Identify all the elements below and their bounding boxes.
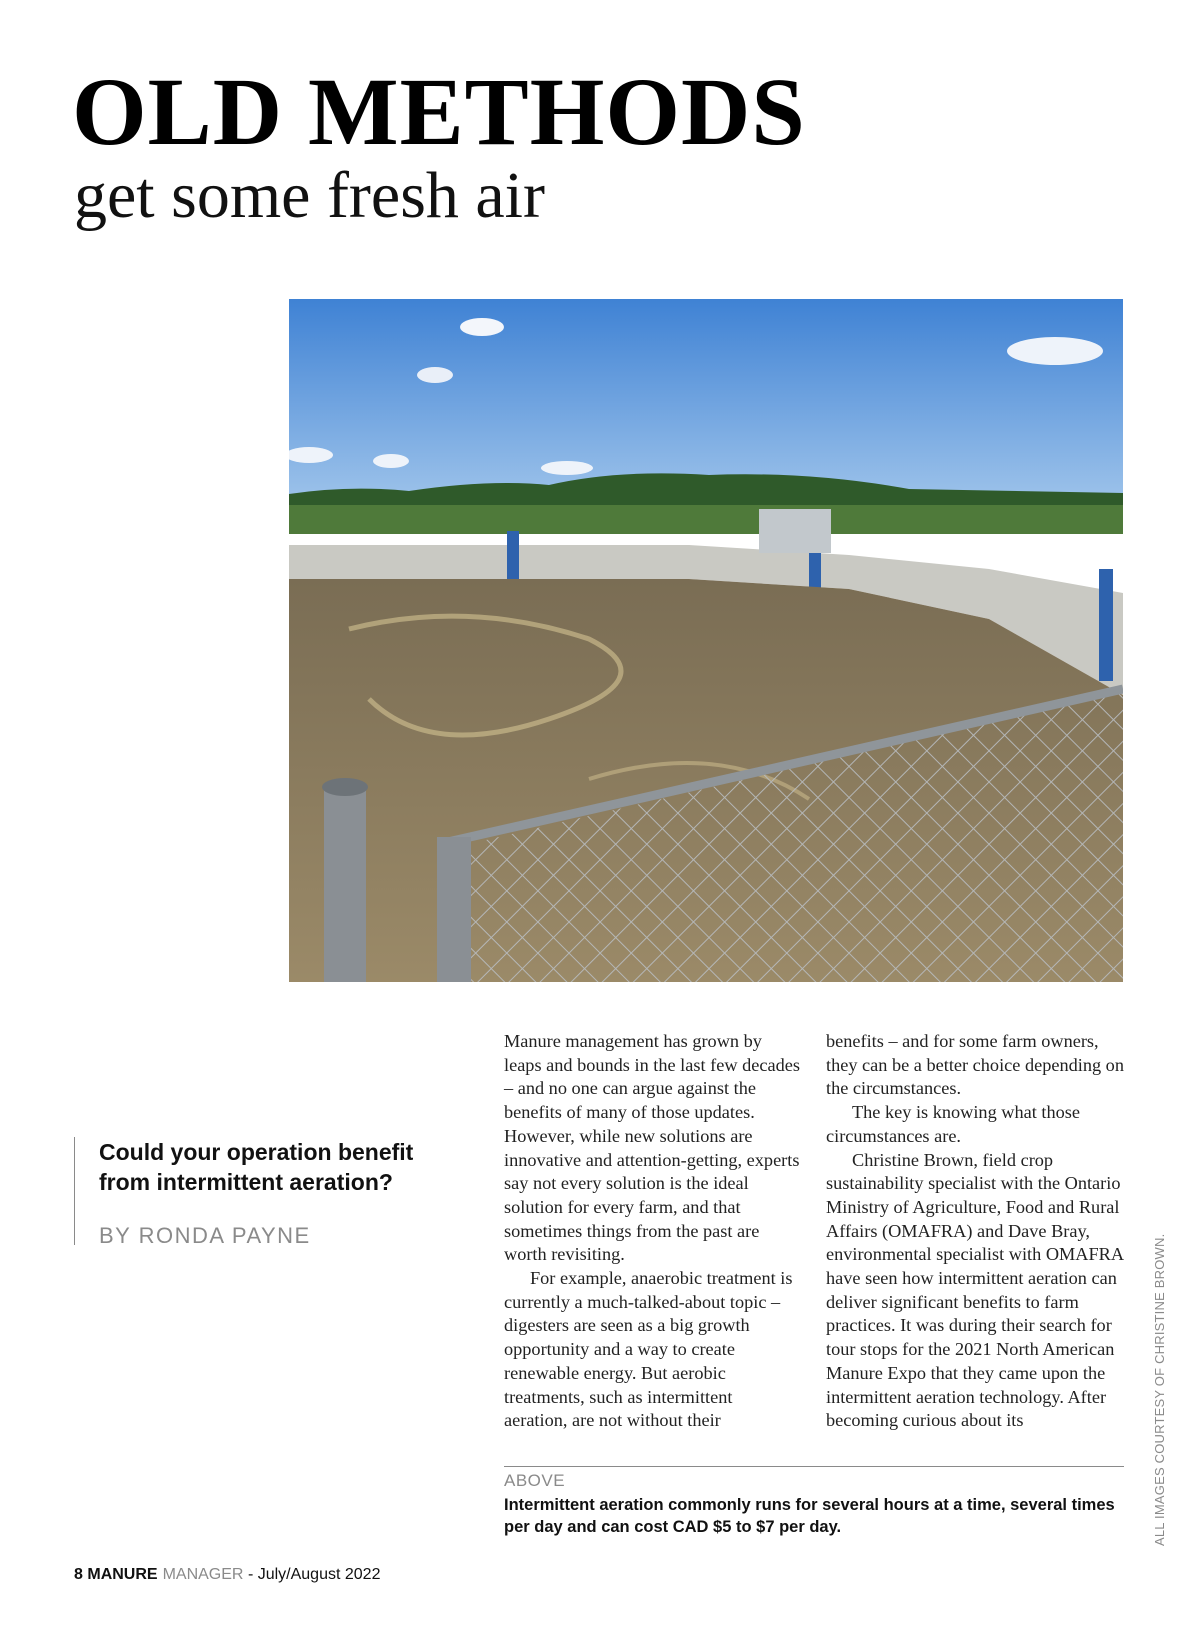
subheadline: get some fresh air: [74, 159, 545, 232]
paragraph: Manure management has grown by leaps and bounds in the last few decades – and no one can argue against the benefits of many of those updates. However, while new solutions are innovative and attention-getting, experts say not every solution is the ideal solution for every farm, and that sometimes things from the past are worth revisiting.: [504, 1031, 800, 1265]
headline: OLD METHODS: [72, 58, 806, 165]
cloud: [417, 367, 453, 383]
cloud: [1007, 337, 1103, 365]
fence-post: [437, 837, 471, 982]
issue-date: - July/August 2022: [247, 1566, 381, 1583]
byline: BY RONDA PAYNE: [99, 1223, 311, 1248]
caption-divider: [504, 1466, 1124, 1467]
post-cap: [322, 778, 368, 796]
brand-manure: MANURE: [87, 1566, 158, 1583]
fence-post: [324, 787, 366, 982]
page-number: 8: [74, 1566, 83, 1583]
sidebar-pull: [74, 1137, 459, 1248]
article-column-2: [826, 1030, 1126, 1433]
blue-post: [1099, 569, 1113, 681]
cloud: [460, 318, 504, 336]
cloud: [541, 461, 593, 475]
paragraph: Christine Brown, field crop sustainability specialist with the Ontario Ministry of Agriculture, Food and Rural Affairs (OMAFRA) and Dave Bray, environmental specialist with OMAFRA have seen how intermittent aeration can deliver significant benefits to farm practices. It was during their search for tour stops for the 2021 North American Manure Expo that they came upon the intermittent aeration technology. After becoming curious about its: [826, 1149, 1124, 1431]
photo-caption: Intermittent aeration commonly runs for several hours at a time, several times per day and can cost CAD $5 to $7 per day.: [504, 1496, 1115, 1536]
caption-label: ABOVE: [504, 1471, 566, 1490]
sky: [289, 299, 1123, 499]
paragraph: The key is knowing what those circumstances are.: [826, 1102, 1080, 1146]
deck: Could your operation benefit from intermittent aeration?: [99, 1139, 414, 1195]
photo-credit: ALL IMAGES COURTESY OF CHRISTINE BROWN.: [1152, 1233, 1167, 1546]
container: [759, 509, 831, 553]
brand-manager: MANAGER: [162, 1566, 244, 1583]
page-footer: [74, 1566, 380, 1584]
article-column-1: [504, 1030, 800, 1433]
cloud: [373, 454, 409, 468]
paragraph: For example, anaerobic treatment is currently a much-talked-about topic – digesters are seen as a big growth opportunity and a way to create renewable energy. But aerobic treatments, such as intermittent aeration, are not without their: [504, 1268, 793, 1431]
manure-storage-photo: [289, 299, 1123, 982]
paragraph: benefits – and for some farm owners, they can be a better choice depending on the circumstances.: [826, 1031, 1124, 1099]
